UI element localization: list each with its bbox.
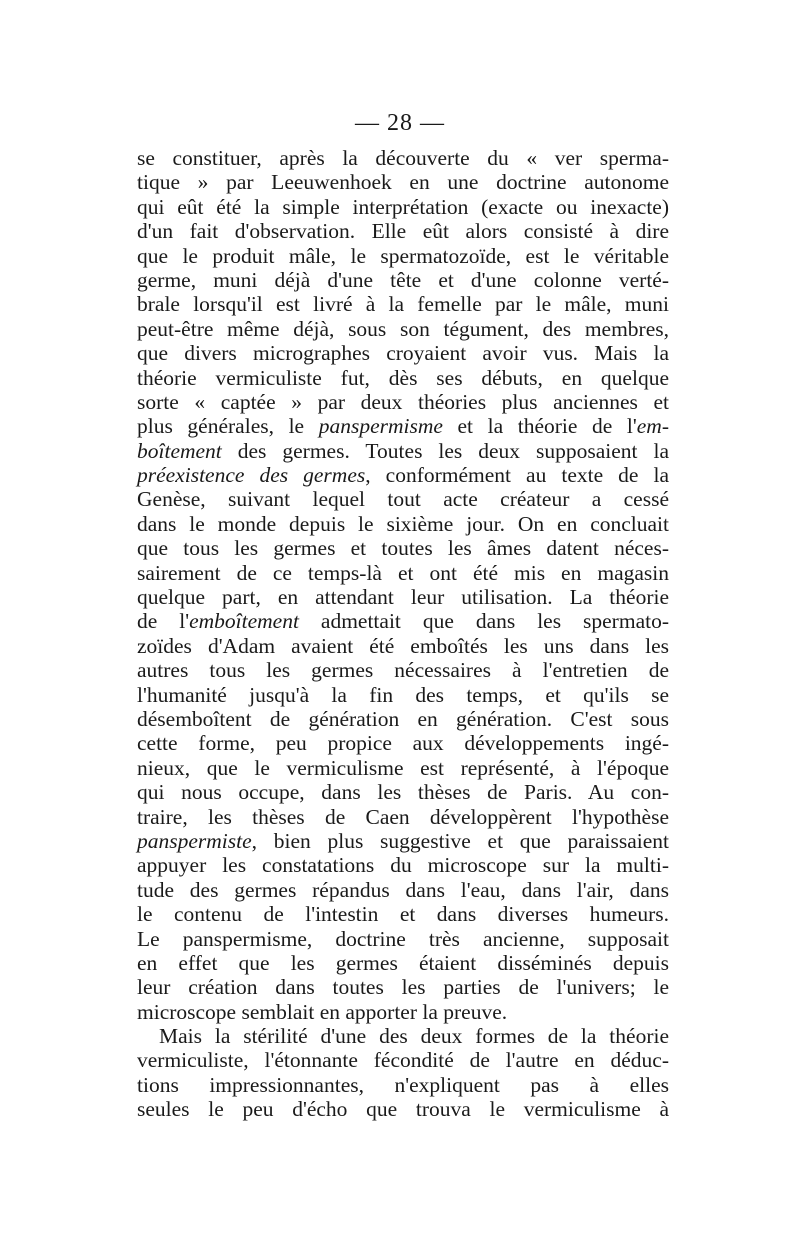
text-line: microscope semblait en apporter la preuve.: [137, 999, 508, 1024]
text-line: Mais la stérilité d'une des deux formes de la théorie: [159, 1024, 669, 1049]
text-line: tique » par Leeuwenhoek en une doctrine autonome: [137, 170, 669, 195]
text-line: zoïdes d'Adam avaient été emboîtés les uns dans les: [137, 633, 669, 658]
text-line: sairement de ce temps-là et ont été mis en magasin: [137, 560, 669, 585]
text-line: en effet que les germes étaient disséminés depuis: [137, 950, 669, 975]
body-text: [137, 146, 669, 1122]
text-line: germe, muni déjà d'une tête et d'une colonne verté-: [137, 267, 669, 292]
italic-term: panspermiste: [137, 828, 252, 853]
italic-term: panspermisme: [318, 414, 443, 439]
text-line: que divers micrographes croyaient avoir vus. Mais la: [137, 341, 669, 366]
italic-term: emboîtement: [189, 609, 299, 634]
text-line: désemboîtent de génération en génération. C'est sous: [137, 706, 669, 731]
text-line: qui nous occupe, dans les thèses de Paris. Au con-: [137, 780, 669, 805]
text-line: nieux, que le vermiculisme est représenté, à l'époque: [137, 755, 669, 780]
text-line: préexistence des germes, conformément au texte de la: [137, 463, 669, 488]
text-line: d'un fait d'observation. Elle eût alors consisté à dire: [137, 219, 669, 244]
text-line: seules le peu d'écho que trouva le vermiculisme à: [137, 1097, 669, 1122]
text-line: tions impressionnantes, n'expliquent pas à elles: [137, 1072, 669, 1097]
text-line: dans le monde depuis le sixième jour. On en concluait: [137, 511, 669, 536]
text-line: brale lorsqu'il est livré à la femelle par le mâle, muni: [137, 292, 669, 317]
text-line: de l'emboîtement admettait que dans les spermato-: [137, 609, 669, 634]
text-line: quelque part, en attendant leur utilisation. La théorie: [137, 585, 669, 610]
text-line: cette forme, peu propice aux développements ingé-: [137, 731, 669, 756]
text-line: sorte « captée » par deux théories plus anciennes et: [137, 389, 669, 414]
page-number: — 28 —: [355, 110, 445, 136]
text-line: vermiculiste, l'étonnante fécondité de l'autre en déduc-: [137, 1048, 669, 1073]
text-line: appuyer les constatations du microscope sur la multi-: [137, 853, 669, 878]
text-line: que le produit mâle, le spermatozoïde, est le véritable: [137, 243, 669, 268]
text-line: le contenu de l'intestin et dans diverses humeurs.: [137, 902, 669, 927]
text-line: traire, les thèses de Caen développèrent l'hypothèse: [137, 804, 669, 829]
text-line: autres tous les germes nécessaires à l'entretien de: [137, 658, 669, 683]
text-line: qui eût été la simple interprétation (exacte ou inexacte): [137, 194, 669, 219]
text-line: panspermiste, bien plus suggestive et que paraissaient: [137, 828, 669, 853]
italic-term: préexistence des germes: [137, 463, 366, 488]
text-line: théorie vermiculiste fut, dès ses débuts, en quelque: [137, 365, 669, 390]
text-line: tude des germes répandus dans l'eau, dans l'air, dans: [137, 877, 669, 902]
text-line: Le panspermisme, doctrine très ancienne, supposait: [137, 926, 669, 951]
text-line: l'humanité jusqu'à la fin des temps, et qu'ils se: [137, 682, 669, 707]
italic-term: boîtement: [137, 438, 222, 463]
text-line: leur création dans toutes les parties de l'univers; le: [137, 975, 669, 1000]
text-line: se constituer, après la découverte du « ver sperma-: [137, 146, 669, 170]
text-line: que tous les germes et toutes les âmes datent néces-: [137, 536, 669, 561]
text-line: Genèse, suivant lequel tout acte créateur a cessé: [137, 487, 669, 512]
text-line: boîtement des germes. Toutes les deux supposaient la: [137, 438, 669, 463]
text-line: plus générales, le panspermisme et la théorie de l'em-: [137, 414, 669, 439]
text-line: peut-être même déjà, sous son tégument, des membres,: [137, 316, 669, 341]
italic-term: em-: [636, 414, 669, 439]
